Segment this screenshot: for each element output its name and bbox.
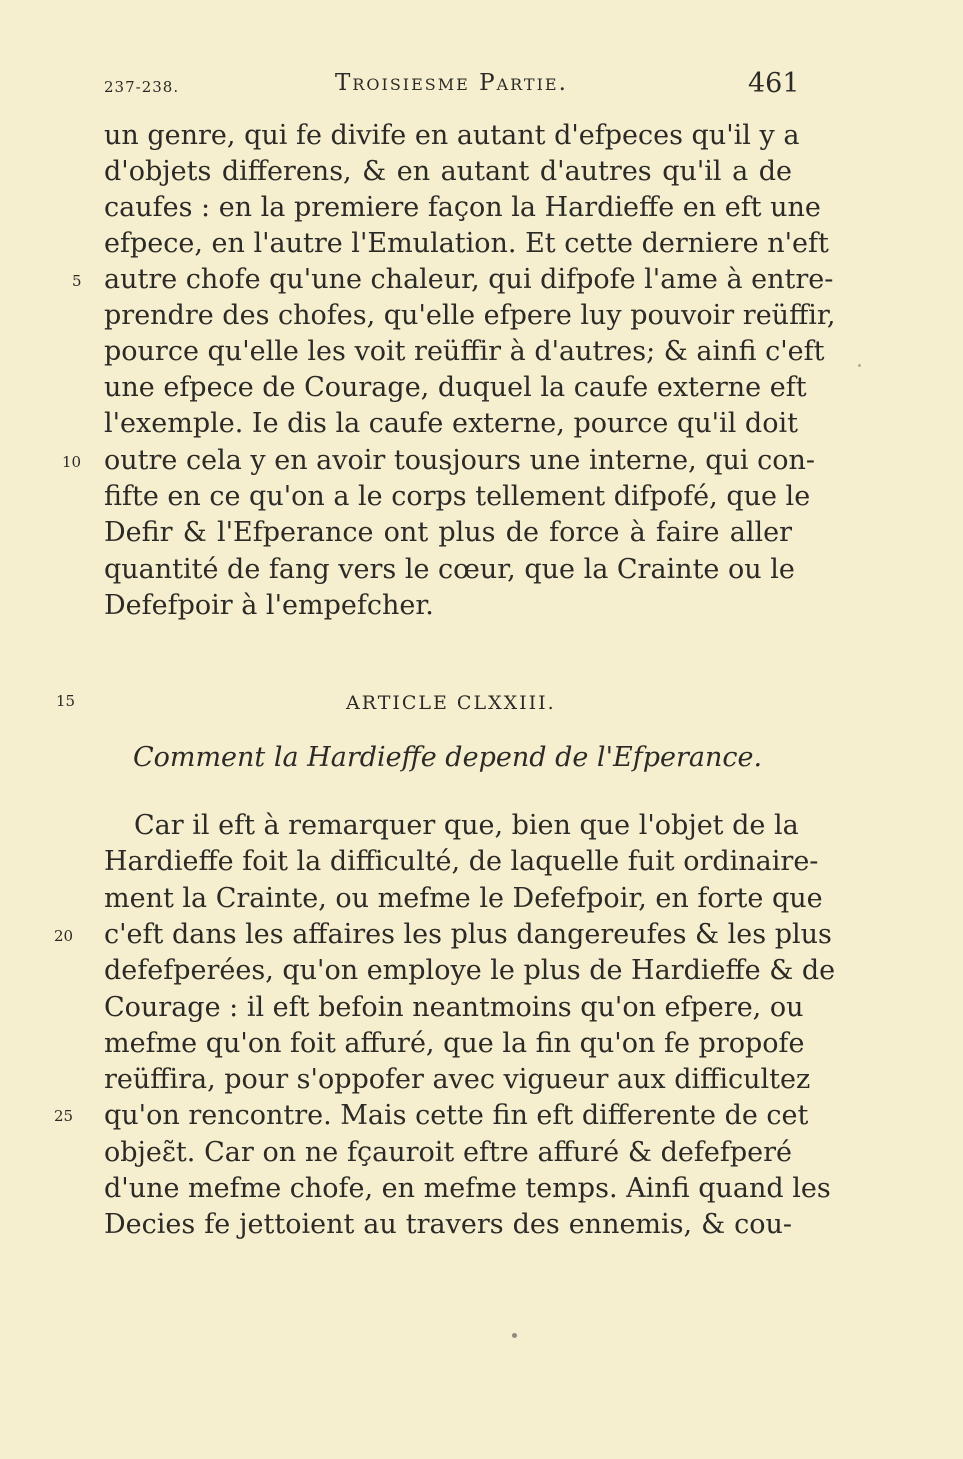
ink-speck [858,364,861,367]
article-heading: ARTICLE CLXXIII. [346,692,556,714]
line-number-20: 20 [54,927,74,945]
text-line: quantité de fang vers le cœur, que la Crainte ou le [104,554,795,585]
text-line: Decies fe jettoient au travers des ennemis, & cou- [104,1209,792,1240]
line-number-15: 15 [56,692,76,710]
text-line: ment la Crainte, ou mefme le Defefpoir, en forte que [104,883,823,914]
text-line: outre cela y en avoir tousjours une interne, qui con- [104,445,816,476]
page-number: 461 [748,68,800,99]
text-line: objeɛ̃t. Car on ne fçauroit eftre affuré & defefperé [104,1137,792,1168]
line-number-25: 25 [54,1107,74,1125]
text-line: reüffira, pour s'oppofer avec vigueur aux difficultez [104,1064,811,1095]
text-line: caufes : en la premiere façon la Hardieffe en eft une [104,192,821,223]
text-line: mefme qu'on foit affuré, que la fin qu'on fe propofe [104,1028,805,1059]
text-line: une efpece de Courage, duquel la caufe externe eft [104,372,807,403]
running-head-title: Troisiesme Partie. [335,70,568,96]
text-line: l'exemple. Ie dis la caufe externe, pource qu'il doit [104,408,798,439]
ink-speck [512,1333,517,1338]
text-line: Hardieffe foit la difficulté, de laquelle fuit ordinaire- [104,846,819,877]
text-line: defefperées, qu'on employe le plus de Hardieffe & de [104,955,836,986]
line-number-5: 5 [72,272,82,290]
text-line: pource qu'elle les voit reüffir à d'autres; & ainfi c'eft [104,336,825,367]
line-number-10: 10 [62,453,82,471]
text-line: Defefpoir à l'empefcher. [104,590,434,621]
text-line: autre chofe qu'une chaleur, qui difpofe l'ame à entre- [104,264,834,295]
text-line: Courage : il eft befoin neantmoins qu'on efpere, ou [104,992,804,1023]
text-line: d'objets differens, & en autant d'autres qu'il a de [104,156,792,187]
header-page-reference: 237-238. [104,78,180,96]
text-line: d'une mefme chofe, en mefme temps. Ainfi quand les [104,1173,831,1204]
text-line: Car il eft à remarquer que, bien que l'objet de la [134,810,799,841]
text-line: un genre, qui fe divife en autant d'efpeces qu'il y a [104,120,800,151]
text-line: Defir & l'Efperance ont plus de force à faire aller [104,517,792,548]
text-line: qu'on rencontre. Mais cette fin eft differente de cet [104,1100,809,1131]
text-line: efpece, en l'autre l'Emulation. Et cette derniere n'eft [104,228,829,259]
text-line: c'eft dans les affaires les plus dangereufes & les plus [104,919,832,950]
article-subtitle: Comment la Hardieffe depend de l'Efperance. [132,742,763,773]
text-line: fifte en ce qu'on a le corps tellement difpofé, que le [104,481,811,512]
text-line: prendre des chofes, qu'elle efpere luy pouvoir reüffir, [104,300,836,331]
